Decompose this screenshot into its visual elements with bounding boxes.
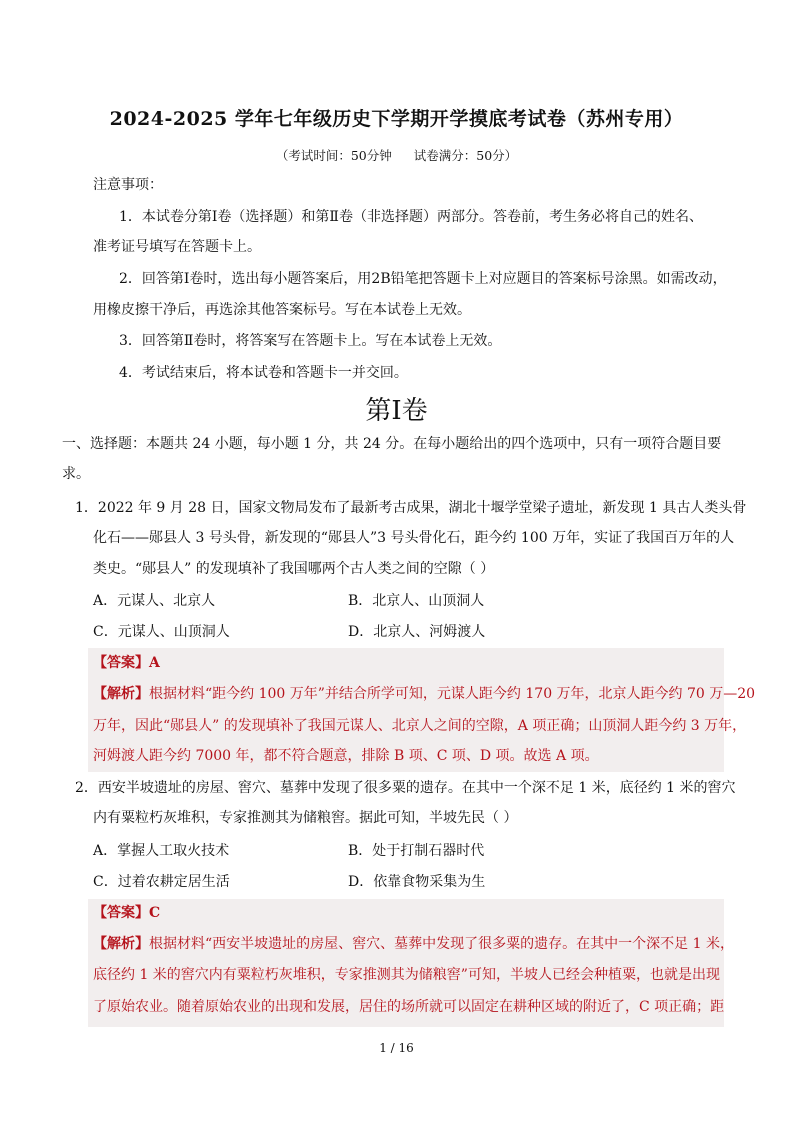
question-2-option-a: A．掌握人工取火技术: [93, 843, 230, 859]
question-1-option-c: C．元谋人、山顶洞人: [93, 624, 230, 640]
question-1-analysis-label: 【解析】: [93, 686, 149, 702]
question-1-option-a: A．元谋人、北京人: [93, 593, 216, 609]
exam-time: （考试时间：50分钟: [275, 148, 392, 163]
question-1-analysis-line-3: 河姆渡人距今约 7000 年，都不符合题意，排除 B 项、C 项、D 项。故选 A 项。: [93, 748, 599, 764]
question-1-analysis-text-1: 根据材料“距今约 100 万年”并结合所学可知，元谋人距今约 170 万年，北京人距今约 70 万—20: [149, 686, 756, 702]
notice-item-1-line-2: 准考证号填写在答题卡上。: [93, 239, 261, 255]
question-1-stem-line-3: 类史。“郧县人” 的发现填补了我国哪两个古人类之间的空隙（ ）: [93, 561, 495, 577]
question-2-answer: 【答案】C: [93, 905, 161, 921]
section-title: 第Ⅰ卷: [365, 396, 428, 426]
question-2-stem-line-1: 2．西安半坡遗址的房屋、窖穴、墓葬中发现了很多粟的遗存。在其中一个深不足 1 米，底径约 1 米的窖穴: [75, 780, 736, 796]
question-2-option-c: C．过着农耕定居生活: [93, 874, 230, 890]
question-2-stem-line-2: 内有粟粒朽灰堆积，专家推测其为储粮窖。据此可知，半坡先民（ ）: [93, 810, 518, 826]
exam-subtitle: [0, 146, 793, 164]
full-score: 试卷满分：50分）: [413, 148, 518, 163]
question-1-option-b: B．北京人、山顶洞人: [348, 593, 485, 609]
question-1-option-d: D．北京人、河姆渡人: [348, 624, 486, 640]
notice-label: 注意事项：: [93, 177, 163, 193]
question-1-answer: 【答案】A: [93, 655, 160, 671]
question-2-option-d: D．依靠食物采集为生: [348, 874, 486, 890]
question-1-stem-line-2: 化石——郧县人 3 号头骨，新发现的“郧县人”3 号头骨化石，距今约 100 万年，实证了我国百万年的人: [93, 530, 735, 546]
notice-item-1-line-1: 1．本试卷分第Ⅰ卷（选择题）和第Ⅱ卷（非选择题）两部分。答卷前，考生务必将自己的姓名、: [119, 209, 703, 225]
section-instruction-line-2: 求。: [62, 466, 90, 482]
notice-item-2-line-2: 用橡皮擦干净后，再选涂其他答案标号。写在本试卷上无效。: [93, 302, 471, 318]
question-2-analysis-line-3: 了原始农业。随着原始农业的出现和发展，居住的场所就可以固定在耕种区域的附近了，C 项正确；距: [93, 999, 725, 1015]
notice-item-4: 4．考试结束后，将本试卷和答题卡一并交回。: [119, 365, 408, 381]
question-2-analysis-line-1: [93, 934, 734, 954]
question-1-stem-line-1: 1．2022 年 9 月 28 日，国家文物局发布了最新考古成果，湖北十堰学堂梁子遗址，新发现 1 具古人类头骨: [75, 500, 747, 516]
exam-title: 2024-2025 学年七年级历史下学期开学摸底考试卷（苏州专用）: [109, 108, 684, 130]
question-2-analysis-line-2: 底径约 1 米的窖穴内有粟粒朽灰堆积，专家推测其为储粮窖”可知，半坡人已经会种植粟，也就是出现: [93, 967, 720, 983]
question-1-analysis-line-1: [93, 684, 755, 704]
notice-item-3: 3．回答第Ⅱ卷时，将答案写在答题卡上。写在本试卷上无效。: [119, 333, 502, 349]
question-2-option-b: B．处于打制石器时代: [348, 843, 485, 859]
question-2-analysis-label: 【解析】: [93, 936, 149, 952]
section-instruction-line-1: 一、选择题：本题共 24 小题，每小题 1 分，共 24 分。在每小题给出的四个选项中，只有一项符合题目要: [62, 436, 722, 452]
question-2-analysis-text-1: 根据材料“西安半坡遗址的房屋、窖穴、墓葬中发现了很多粟的遗存。在其中一个深不足 1 米，: [149, 936, 734, 952]
page-number: 1 / 16: [379, 1041, 414, 1055]
notice-item-2-line-1: 2．回答第Ⅰ卷时，选出每小题答案后，用2B铅笔把答题卡上对应题目的答案标号涂黑。如需改动，: [119, 271, 727, 287]
question-1-analysis-line-2: 万年，因此“郧县人” 的发现填补了我国元谋人、北京人之间的空隙，A 项正确；山顶洞人距今约 3 万年，: [93, 718, 747, 734]
